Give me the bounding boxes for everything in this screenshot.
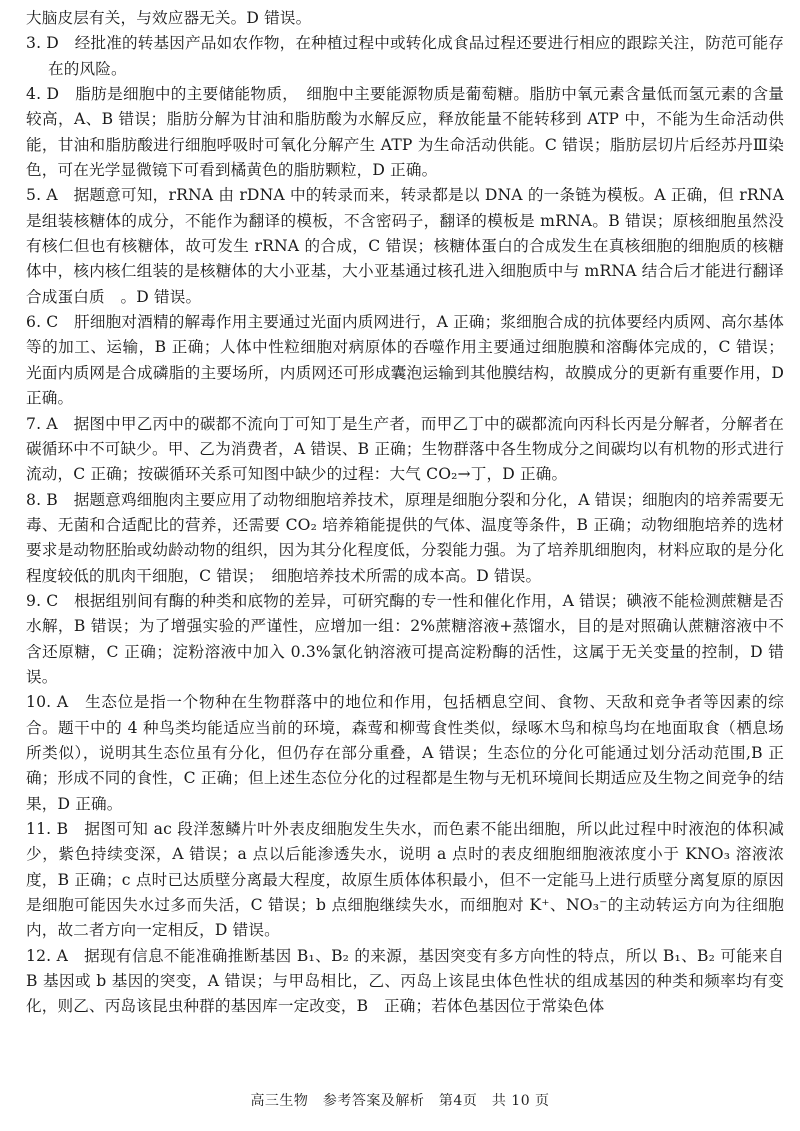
answer-8: 8. B 据题意鸡细胞肉主要应用了动物细胞培养技术，原理是细胞分裂和分化，A 错误；细胞肉的培养需要无毒、无菌和合适配比的营养，还需要 CO₂ 培养箱能提供的气体、温度等条件，B 正确；动物细胞培养的选材要求是动物胚胎或幼龄动物的组织，因为其分化程度低，分裂能力强。为了培养肌细胞肉，材料应取的是分化程度较低的肌肉干细胞，C 错误； 细胞培养技术所需的成本高。D 错误。	[26, 490, 784, 585]
answer-12: 12. A 据现有信息不能准确推断基因 B₁、B₂ 的来源，基因突变有多方向性的特点，所以 B₁、B₂ 可能来自 B 基因或 b 基因的突变，A 错误；与甲岛相比，乙、丙岛上该昆虫体色性状的组成基因的种类和频率均有变化，则乙、丙岛该昆虫种群的基因库一定改变，B 正确；若体色基因位于常染色体	[26, 946, 784, 1016]
answer-10: 10. A 生态位是指一个物种在生物群落中的地位和作用，包括栖息空间、食物、天敌和竞争者等因素的综合。题干中的 4 种鸟类均能适应当前的环境，森莺和柳莺食性类似，绿啄木鸟和椋鸟均在地面取食（栖息场所类似），说明其生态位虽有分化，但仍存在部分重叠，A 错误；生态位的分化可能通过划分活动范围,B 正确；形成不同的食性，C 正确；但上述生态位分化的过程都是生物与无机环境间长期适应及生物之间竞争的结果，D 正确。	[26, 693, 784, 813]
answer-7: 7. A 据图中甲乙丙中的碳都不流向丁可知丁是生产者，而甲乙丁中的碳都流向丙科长丙是分解者，分解者在碳循环中不可缺少。甲、乙为消费者，A 错误、B 正确；生物群落中各生物成分之间碳均以有机物的形式进行流动，C 正确；按碳循环关系可知图中缺少的过程：大气 CO₂→丁，D 正确。	[26, 414, 784, 484]
answer-3: 3. D 经批准的转基因产品如农作物，在种植过程中或转化成食品过程还要进行相应的跟踪关注，防范可能存在的风险。	[26, 34, 784, 78]
answer-5: 5. A 据题意可知，rRNA 由 rDNA 中的转录而来，转录都是以 DNA 的一条链为模板。A 正确，但 rRNA 是组装核糖体的成分，不能作为翻译的模板，不含密码子，翻译的模板是 mRNA。B 错误；原核细胞虽然没有核仁但也有核糖体，故可发生 rRNA 的合成，C 错误；核糖体蛋白的合成发生在真核细胞的细胞质的核糖体中，核内核仁组装的是核糖体的大小亚基，大小亚基通过核孔进入细胞质中与 mRNA 结合后才能进行翻译合成蛋白质 。D 错误。	[26, 186, 784, 306]
answer-11: 11. B 据图可知 ac 段洋葱鳞片叶外表皮细胞发生失水，而色素不能出细胞，所以此过程中时液泡的体积减少，紫色持续变深，A 错误；a 点以后能渗透失水，说明 a 点时的表皮细胞细胞液浓度小于 KNO₃ 溶液浓度，B 正确；c 点时已达质壁分离最大程度，故原生质体体积最小，但不一定能马上进行质壁分离复原的原因是细胞可能因失水过多而失活，C 错误；b 点细胞继续失水，而细胞对 K⁺、NO₃⁻的主动转运方向为往细胞内，故二者方向一定相反，D 错误。	[26, 820, 784, 940]
answer-6: 6. C 肝细胞对酒精的解毒作用主要通过光面内质网进行，A 正确；浆细胞合成的抗体要经内质网、高尔基体等的加工、运输，B 正确；人体中性粒细胞对病原体的吞噬作用主要通过细胞膜和溶酶体完成的，C 错误；光面内质网是合成磷脂的主要场所，内质网还可形成囊泡运输到其他膜结构，故膜成分的更新有重要作用，D 正确。	[26, 313, 784, 408]
page-footer: 高三生物 参考答案及解析 第4页 共 10 页	[250, 1093, 550, 1109]
answer-9: 9. C 根据组别间有酶的种类和底物的差异，可研究酶的专一性和催化作用，A 错误；碘液不能检测蔗糖是否水解，B 错误；为了增强实验的严谨性，应增加一组：2%蔗糖溶液+蒸馏水，目的是对照确认蔗糖溶液中不含还原糖，C 正确；淀粉溶液中加入 0.3%氯化钠溶液可提高淀粉酶的活性，这属于无关变量的控制，D 错误。	[26, 591, 784, 686]
answer-4: 4. D 脂肪是细胞中的主要储能物质， 细胞中主要能源物质是葡萄糖。脂肪中氧元素含量低而氢元素的含量较高，A、B 错误；脂肪分解为甘油和脂肪酸为水解反应，释放能量不能转移到 ATP 中，不能为生命活动供能，甘油和脂肪酸进行细胞呼吸时可氧化分解产生 ATP 为生命活动供能。C 错误；脂肪层切片后经苏丹Ⅲ染色，可在光学显微镜下可看到橘黄色的脂肪颗粒，D 正确。	[26, 85, 784, 180]
answer-page	[26, 6, 784, 1086]
paragraph-2-tail: 大脑皮层有关，与效应器无关。D 错误。	[26, 9, 312, 27]
